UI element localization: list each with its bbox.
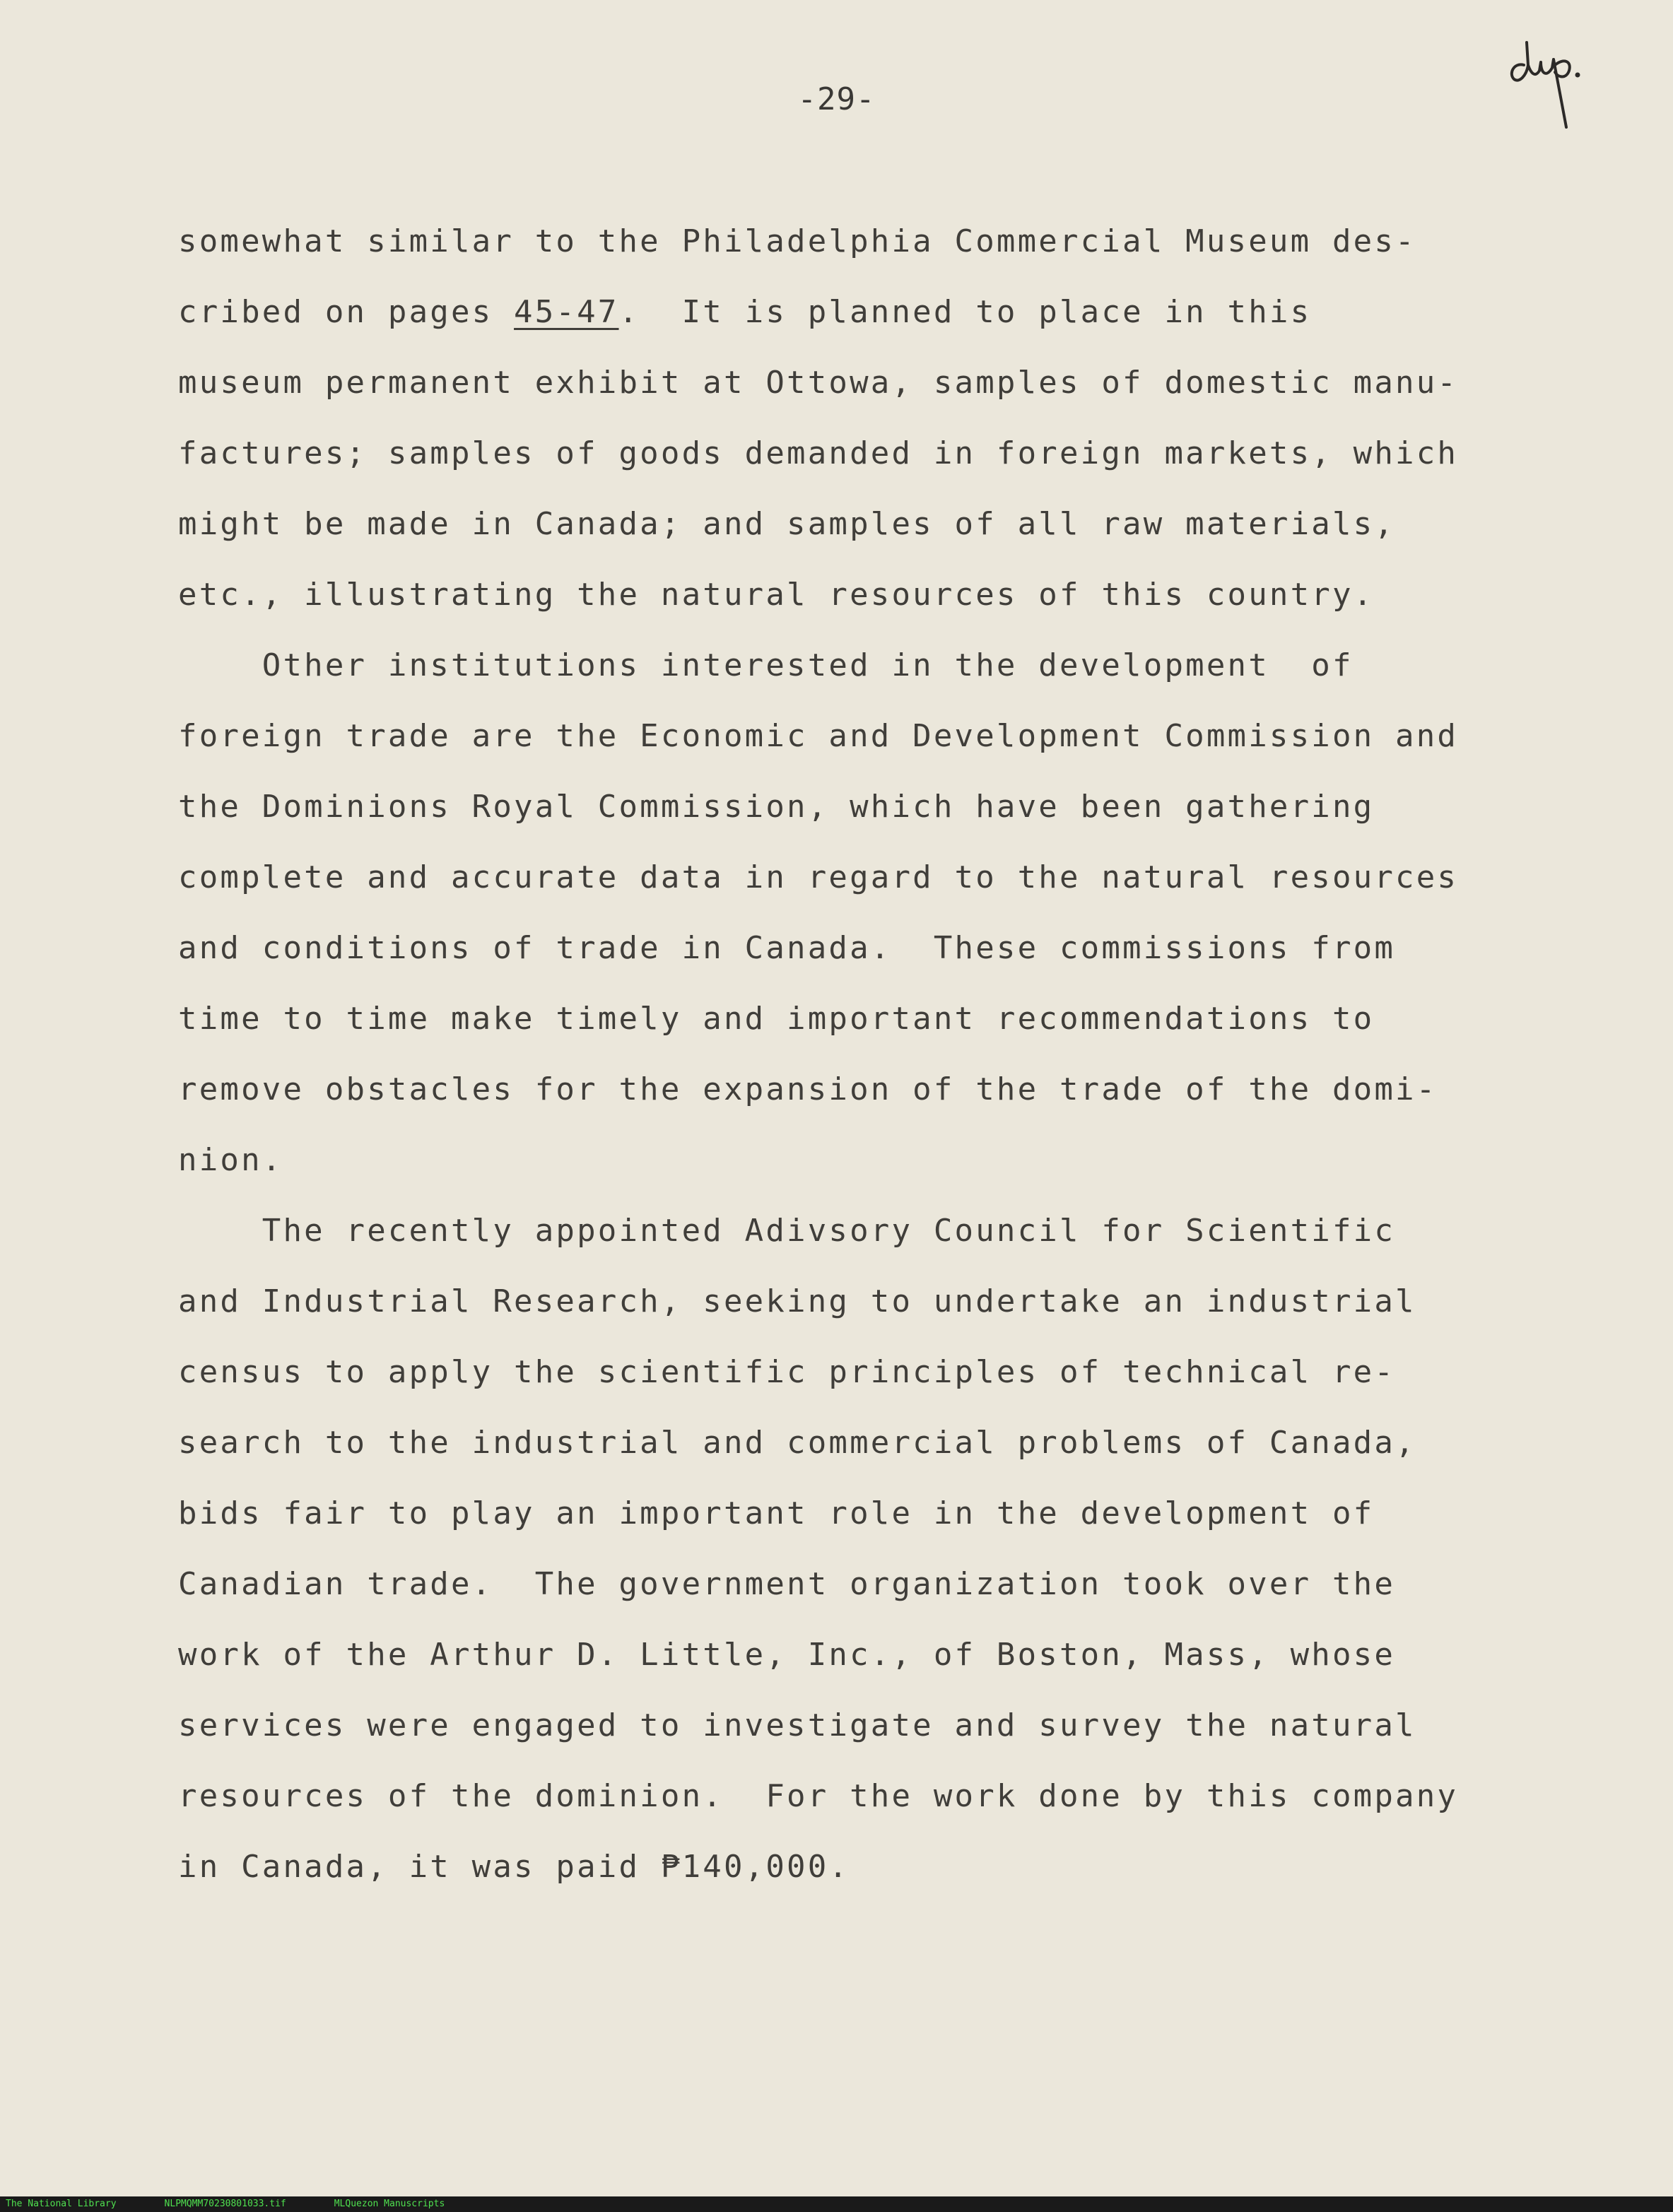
footer-library: The National Library	[6, 2199, 117, 2209]
footer-collection: MLQuezon Manuscripts	[334, 2199, 445, 2209]
text-line: bids fair to play an important role in the development of	[178, 1495, 1375, 1531]
page-reference-underlined: 45-47	[514, 294, 619, 330]
text-line: and Industrial Research, seeking to undertake an industrial	[178, 1283, 1416, 1319]
text-line: foreign trade are the Economic and Development Commission and	[178, 718, 1459, 754]
text-segment: cribed on pages	[178, 294, 515, 330]
text-line: museum permanent exhibit at Ottowa, samples of domestic manu-	[178, 365, 1459, 401]
text-line: time to time make timely and important recommendations to	[178, 1001, 1375, 1037]
scan-footer-bar	[0, 2196, 1673, 2212]
text-line: and conditions of trade in Canada. These commissions from	[178, 930, 1396, 966]
text-line: remove obstacles for the expansion of the trade of the domi-	[178, 1071, 1438, 1107]
footer-filename: NLPMQMM70230801033.tif	[164, 2199, 286, 2209]
text-line: work of the Arthur D. Little, Inc., of Boston, Mass, whose	[178, 1637, 1396, 1673]
text-line: nion.	[178, 1142, 283, 1178]
text-line: factures; samples of goods demanded in foreign markets, which	[178, 435, 1459, 471]
text-line: somewhat similar to the Philadelphia Commercial Museum des-	[178, 223, 1416, 259]
handwritten-dup-annotation	[1498, 21, 1640, 134]
text-line: The recently appointed Adivsory Council for Scientific	[178, 1213, 1396, 1249]
text-line: the Dominions Royal Commission, which have been gathering	[178, 789, 1375, 825]
text-line: might be made in Canada; and samples of all raw materials,	[178, 506, 1396, 542]
text-line: resources of the dominion. For the work done by this company	[178, 1778, 1459, 1814]
text-segment: . It is planned to place in this	[618, 294, 1312, 330]
text-line	[178, 291, 1311, 334]
text-line: in Canada, it was paid ₱140,000.	[178, 1849, 850, 1885]
text-line: services were engaged to investigate and survey the natural	[178, 1707, 1416, 1743]
text-line: Other institutions interested in the development of	[178, 647, 1354, 683]
text-line: complete and accurate data in regard to the natural resources	[178, 859, 1459, 895]
text-line: search to the industrial and commercial problems of Canada,	[178, 1425, 1416, 1461]
text-line: Canadian trade. The government organization took over the	[178, 1566, 1396, 1602]
text-line: etc., illustrating the natural resources of this country.	[178, 577, 1375, 613]
text-line: census to apply the scientific principles of technical re-	[178, 1354, 1396, 1390]
page-number: -29-	[797, 81, 876, 117]
